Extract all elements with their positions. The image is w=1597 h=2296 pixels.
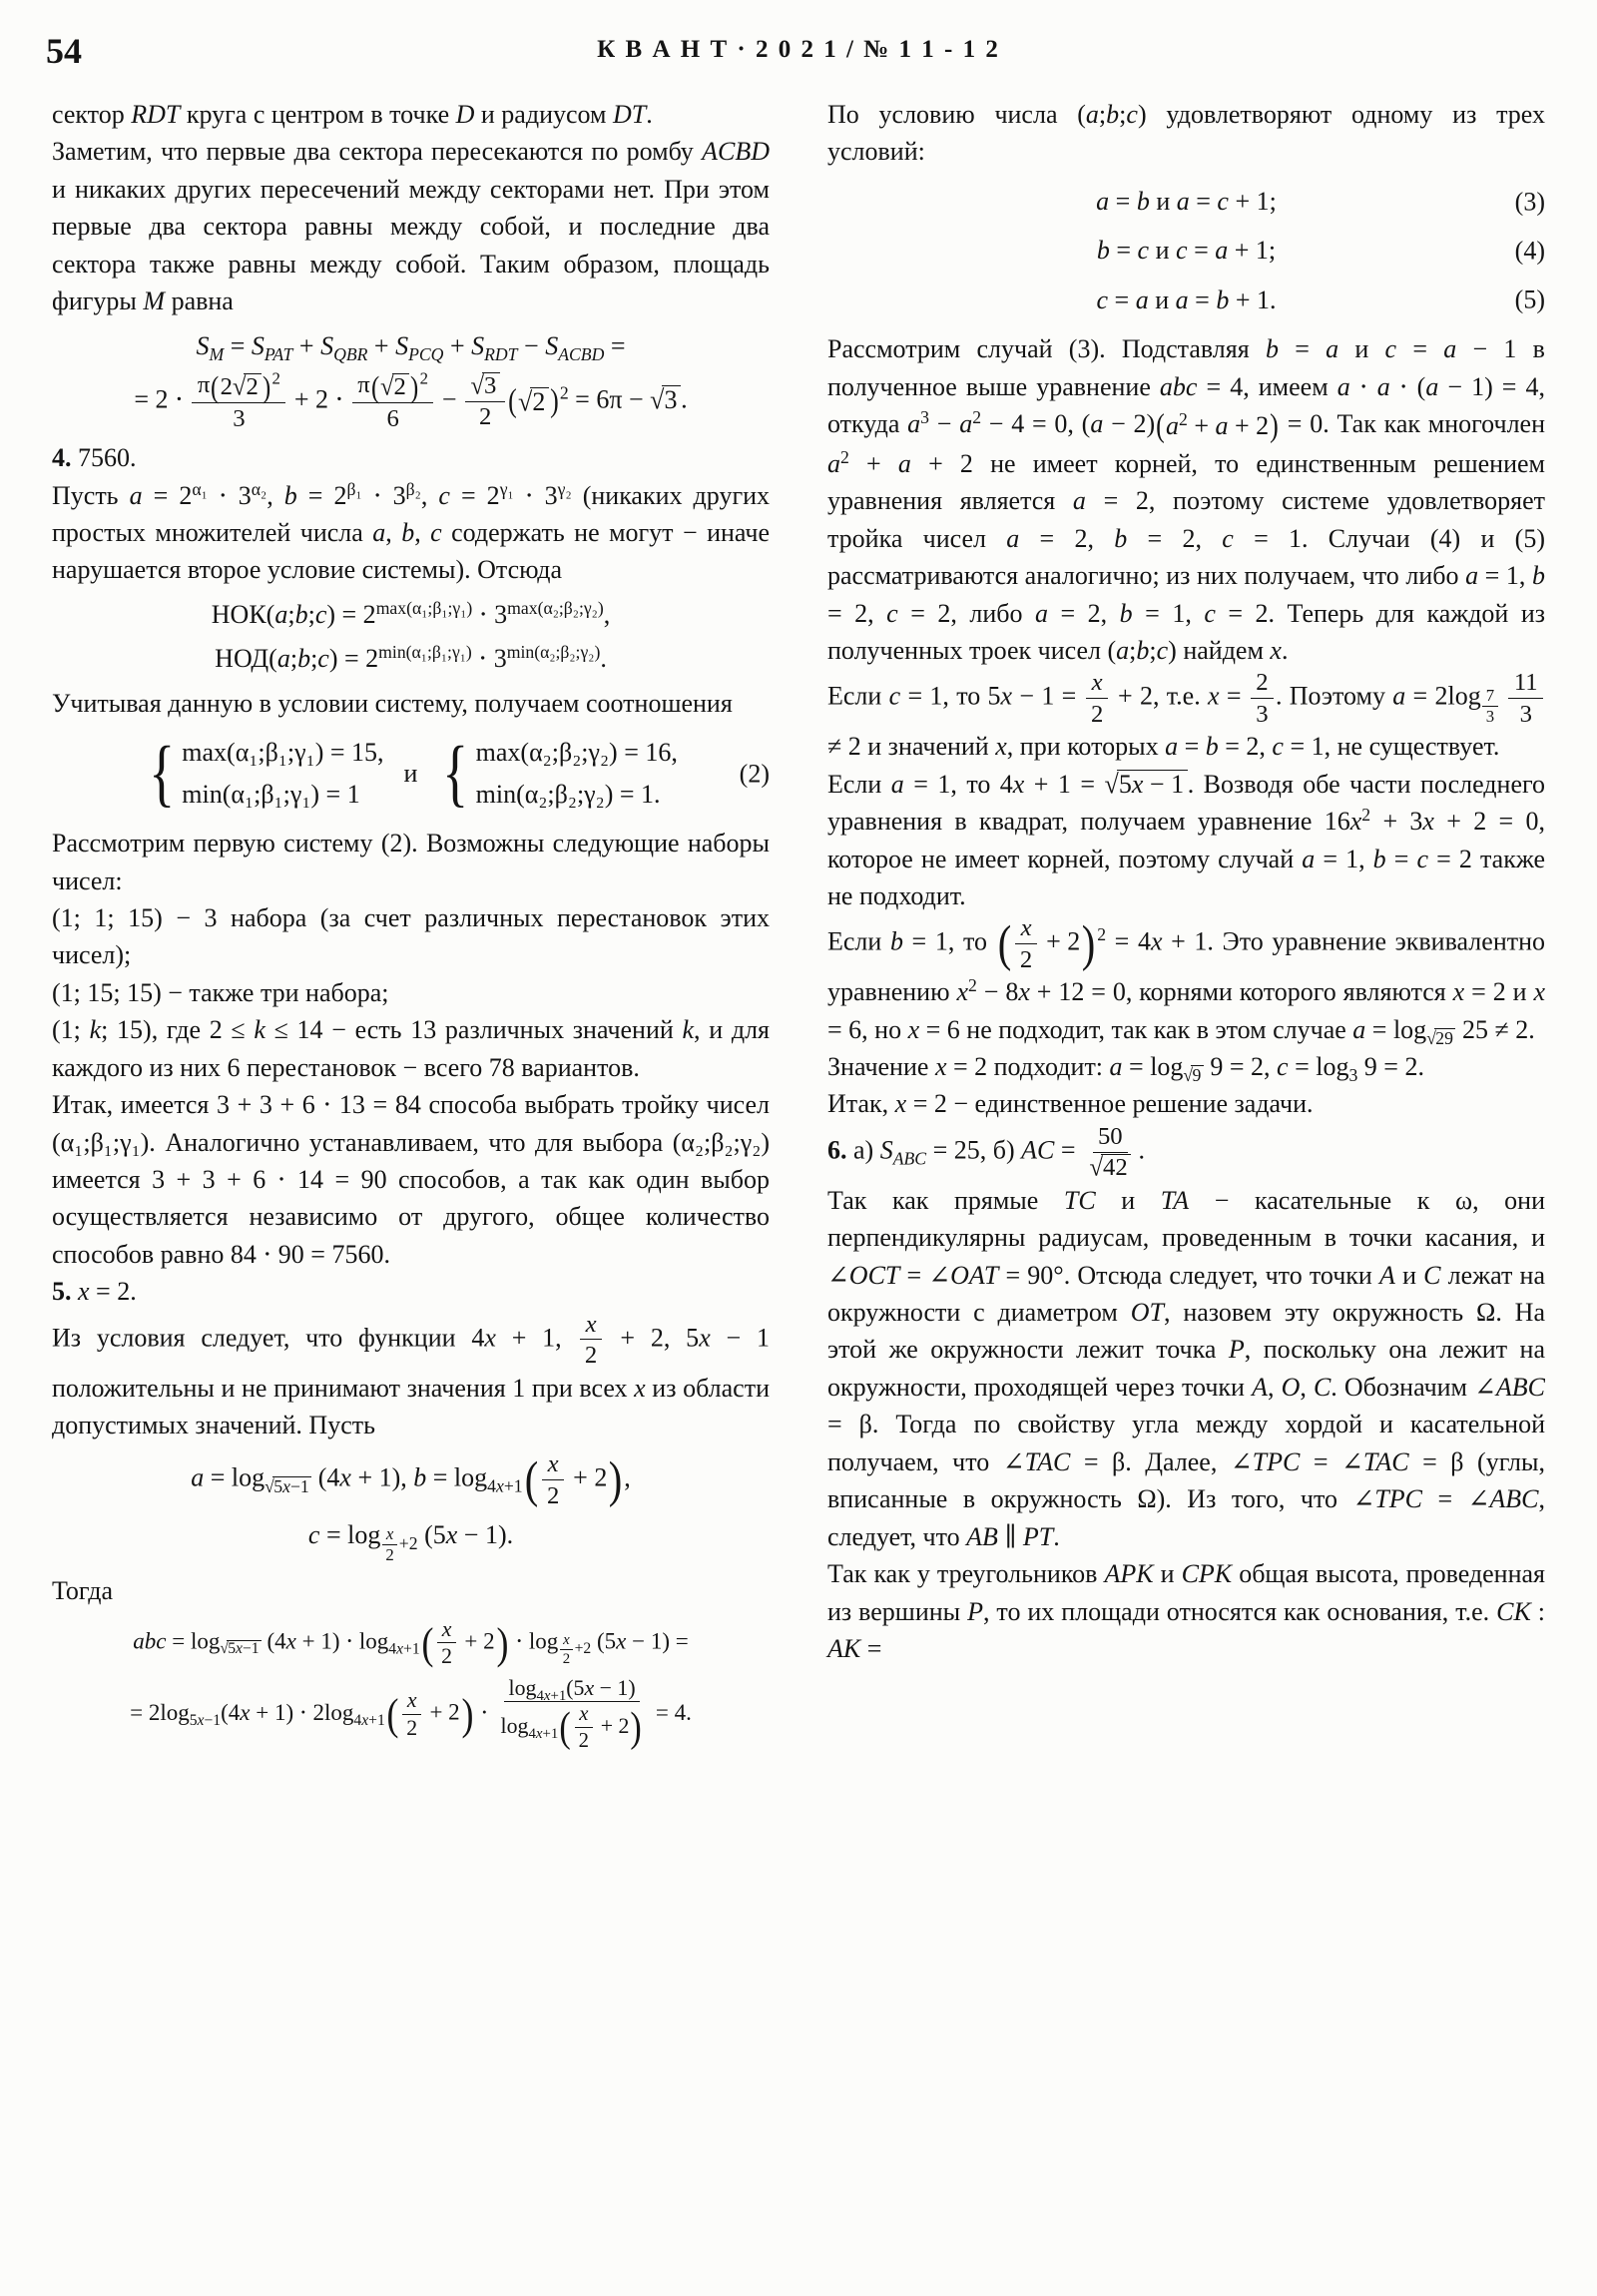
paragraph: Тогда (52, 1576, 114, 1606)
left-column (52, 96, 770, 2272)
equation-body: $S_M = S_{PAT} + S_{QBR} + S_{PCQ} + S_{RDT} - S_{ACBD}$ = (196, 330, 626, 364)
conjunction: и (403, 758, 418, 788)
display-equation (52, 640, 770, 677)
system-group (437, 732, 677, 815)
paragraph: сектор RDT круга с центром в точке D и радиусом DT. (52, 100, 653, 129)
paragraph: (1; 1; 15) − 3 набора (за счет различных перестановок этих чисел); (52, 902, 770, 970)
display-equation (52, 368, 770, 432)
system-row: min(α₁;β₁;γ₁) = 1 (182, 779, 360, 809)
display-equation (52, 596, 770, 633)
equation-number: (2) (739, 758, 770, 788)
equation-body: abc = log $_{√ 5x-1}$ $(4x + 1) \cdot \log_{4x+1}$ ( $\frac{x}{2}$ + 2 ) ⋅ log $_{\frac{x}{2} +2}$ (5x − 1) = (133, 1616, 689, 1669)
system-row: max(α₂;β₂;γ₂) = 16, (475, 738, 678, 768)
answer-line: 5. x = 2. (52, 1277, 137, 1307)
equation-number: (5) (1514, 285, 1545, 314)
equation-number: (4) (1514, 236, 1545, 266)
paragraph: Итак, x = 2 − единственное решение задачи. (827, 1089, 1314, 1119)
system-row: max(α₁;β₁;γ₁) = 15, (182, 738, 384, 768)
display-equation (827, 183, 1545, 220)
paragraph: Рассмотрим первую систему (2). Возможны следующие наборы чисел: (52, 829, 770, 895)
equation-body: = $2\log_{5x-1}(4x + 1) \cdot 2\log_{4x+1}$ ( $\frac{x}{2}$ + 2 ) ⋅ $\log_{4x+1}(5x - 1)$ $\log_{4x+1}$ ( $\frac{x}{2}$ + 2 ) = 4. (130, 1675, 692, 1752)
right-column (827, 96, 1545, 2272)
paragraph: Заметим, что первые два сектора пересекаются по ромбу ACBD и никаких других пересечений между секторами нет. При этом первые два сектора равны между собой, и последние два сектора также равны между собой. Таким образом, площадь фигуры M равна (52, 137, 770, 316)
paragraph: Если c = 1, то 5x − 1 = $\frac{x}{2}$ + 2, т.е. x = $\frac{2}{3}$ . Поэтому a = 2log $_{\frac{7}{3}}$ $\frac{11}{3}$ ≠ 2 и значений x, при которых a = b = 2, c = 1, не существует. (827, 669, 1545, 765)
equation-body: b = c и c = a + 1; (1096, 236, 1277, 266)
equation-body: НОД(a;b;c) = $2^{min(\alpha_1;\beta_1;\gamma_1)} \cdot 3^{min(\alpha_2;\beta_2;\gamma_2)}$. (215, 642, 607, 674)
paragraph: По условию числа (a;b;c) удовлетворяют одному из трех условий: (827, 100, 1545, 167)
paragraph: (1; 15; 15) − также три набора; (52, 977, 389, 1007)
display-equation (52, 1450, 770, 1509)
paragraph: Учитывая данную в условии систему, получаем соотношения (52, 688, 733, 718)
system-row: min(α₂;β₂;γ₂) = 1. (475, 779, 661, 809)
paragraph: Итак, имеется 3 + 3 + 6 ⋅ 13 = 84 способа выбрать тройку чисел (α₁;β₁;γ₁). Аналогично устанавливаем, что для выбора (α₂;β₂;γ₂) имеется 3 + 3 + 6 ⋅ 14 = 90 способов, а так как один выбор осуществляется независимо от другого, общее количество способов равно 84 ⋅ 90 = 7560. (52, 1090, 770, 1269)
page-number: 54 (46, 31, 82, 71)
paragraph: Так как прямые TC и TA − касательные к ω, они перпендикулярны радиусам, проведенным в точки касания, и ∠OCT = ∠OAT = 90°. Отсюда следует, что точки A и C лежат на окружности с диаметром OT, назовем эту окружность Ω. На этой же окружности лежит точка P, поскольку она лежит на окружности, проходящей через точки A, O, C. Обозначим ∠ABC = β. Тогда по свойству угла между хордой и касательной получаем, что ∠TAC = β. Далее, ∠TPC = ∠TAC = β (углы, вписанные в окружность Ω). Из того, что ∠TPC = ∠ABC, следует, что AB ∥ PT. (827, 1185, 1545, 1551)
two-column-layout (52, 96, 1545, 2272)
equation-body: = 2 ⋅ π ( 2 √ 2 ) $^2$ 3 + 2 ⋅ π ( √ 2 ) $^2$ 6 − √ 3 2 ( √ 2 ) $^2$ = 6π − √ 3 . (134, 368, 688, 432)
equation-number: (3) (1514, 186, 1545, 216)
paragraph: Значение x = 2 подходит: a = log $_{√ 9}$ 9 = 2, $c = \log_3 9 = 2$. (827, 1052, 1424, 1086)
journal-title: К В А Н Т · 2 0 2 1 / № 1 1 - 1 2 (597, 36, 1000, 63)
left-brace-symbol: { (149, 731, 176, 815)
paragraph: Если b = 1, то ( $\frac{x}{2}$ + 2 ) $^2$ = 4x + 1. Это уравнение эквивалентно уравнению $x^2 - 8x + 12 = 0$, корнями которого являются x = 2 и x = 6, но x = 6 не подходит, так как в этом случае a = log $_{√ 29}$ 25 ≠ 2. (827, 914, 1545, 1048)
paragraph: Рассмотрим случай (3). Подставляя b = a и c = a − 1 в полученное выше уравнение abc = 4, имеем a ⋅ a ⋅ (a − 1) = 4, откуда $a^3 - a^2 - 4 = 0$, (a − 2) ( $a^2 + a + 2$ ) = 0. Так как многочлен $a^2 + a + 2$ не имеет корней, то единственным решением уравнения является a = 2, поэтому системе удовлетворяет тройка чисел a = 2, b = 2, c = 1. Случаи (4) и (5) рассматриваются аналогично; из них получаем, что либо a = 1, b = 2, c = 2, либо a = 2, b = 1, c = 2. Теперь для каждой из полученных троек чисел (a;b;c) найдем x. (827, 334, 1545, 665)
paragraph: (1; k; 15), где 2 ≤ k ≤ 14 − есть 13 различных значений k, и для каждого из них 6 перестановок − всего 78 вариантов. (52, 1015, 770, 1082)
paragraph: Пусть $a = 2^{\alpha_1} \cdot 3^{\alpha_2}$, $b = 2^{\beta_1} \cdot 3^{\beta_2}$, $c = 2^{\gamma_1} \cdot 3^{\gamma_2}$ (никаких других простых множителей числа a, b, c содержать не могут − иначе нарушается второе условие системы). Отсюда (52, 478, 771, 585)
answer-line: 6. а) $S_{ABC} = 25$, б) AC = 50 √ 42 . (827, 1122, 1146, 1182)
equation-body: a = b и a = c + 1; (1096, 186, 1277, 216)
display-equation (827, 282, 1545, 318)
display-equation (52, 1617, 770, 1669)
system-group (144, 732, 383, 815)
paragraph: Если a = 1, то 4x + 1 = √ 5x − 1 . Возводя обе части последнего уравнения в квадрат, получаем уравнение $16x^2 + 3x + 2 = 0$, которое не имеет корней, поэтому случай a = 1, b = c = 2 также не подходит. (827, 769, 1545, 910)
paragraph: Из условия следует, что функции 4x + 1, $\frac{x}{2}$ + 2, 5x − 1 положительны и не принимают значения 1 при всех x из области допустимых значений. Пусть (52, 1310, 771, 1439)
system-rows (476, 732, 678, 815)
equation-body: a = log $_{√ 5x-1}$ (4x + 1), $b = \log_{4x+1}$ ( $\frac{x}{2}$ + 2 ) , (191, 1450, 631, 1509)
display-equation (52, 327, 770, 364)
page-header (46, 26, 1545, 82)
left-brace-symbol: { (442, 731, 469, 815)
answer-line: 4. 7560. (52, 443, 137, 473)
system-of-equations (52, 732, 770, 815)
display-equation (52, 1676, 770, 1753)
display-equation (52, 1516, 770, 1565)
equation-body: c = a и a = b + 1. (1096, 285, 1277, 314)
equation-body: НОК(a;b;c) = $2^{max(\alpha_1;\beta_1;\gamma_1)} \cdot 3^{max(\alpha_2;\beta_2;\gamma_2)}$, (211, 597, 611, 629)
system-rows (182, 732, 383, 815)
display-equation (827, 232, 1545, 269)
paragraph: Так как у треугольников APK и CPK общая высота, проведенная из вершины P, то их площади относятся как основания, т.е. CK : AK = (827, 1559, 1545, 1663)
equation-body: c = log $_{\frac{x}{2} +2}$ (5x − 1). (307, 1520, 514, 1565)
